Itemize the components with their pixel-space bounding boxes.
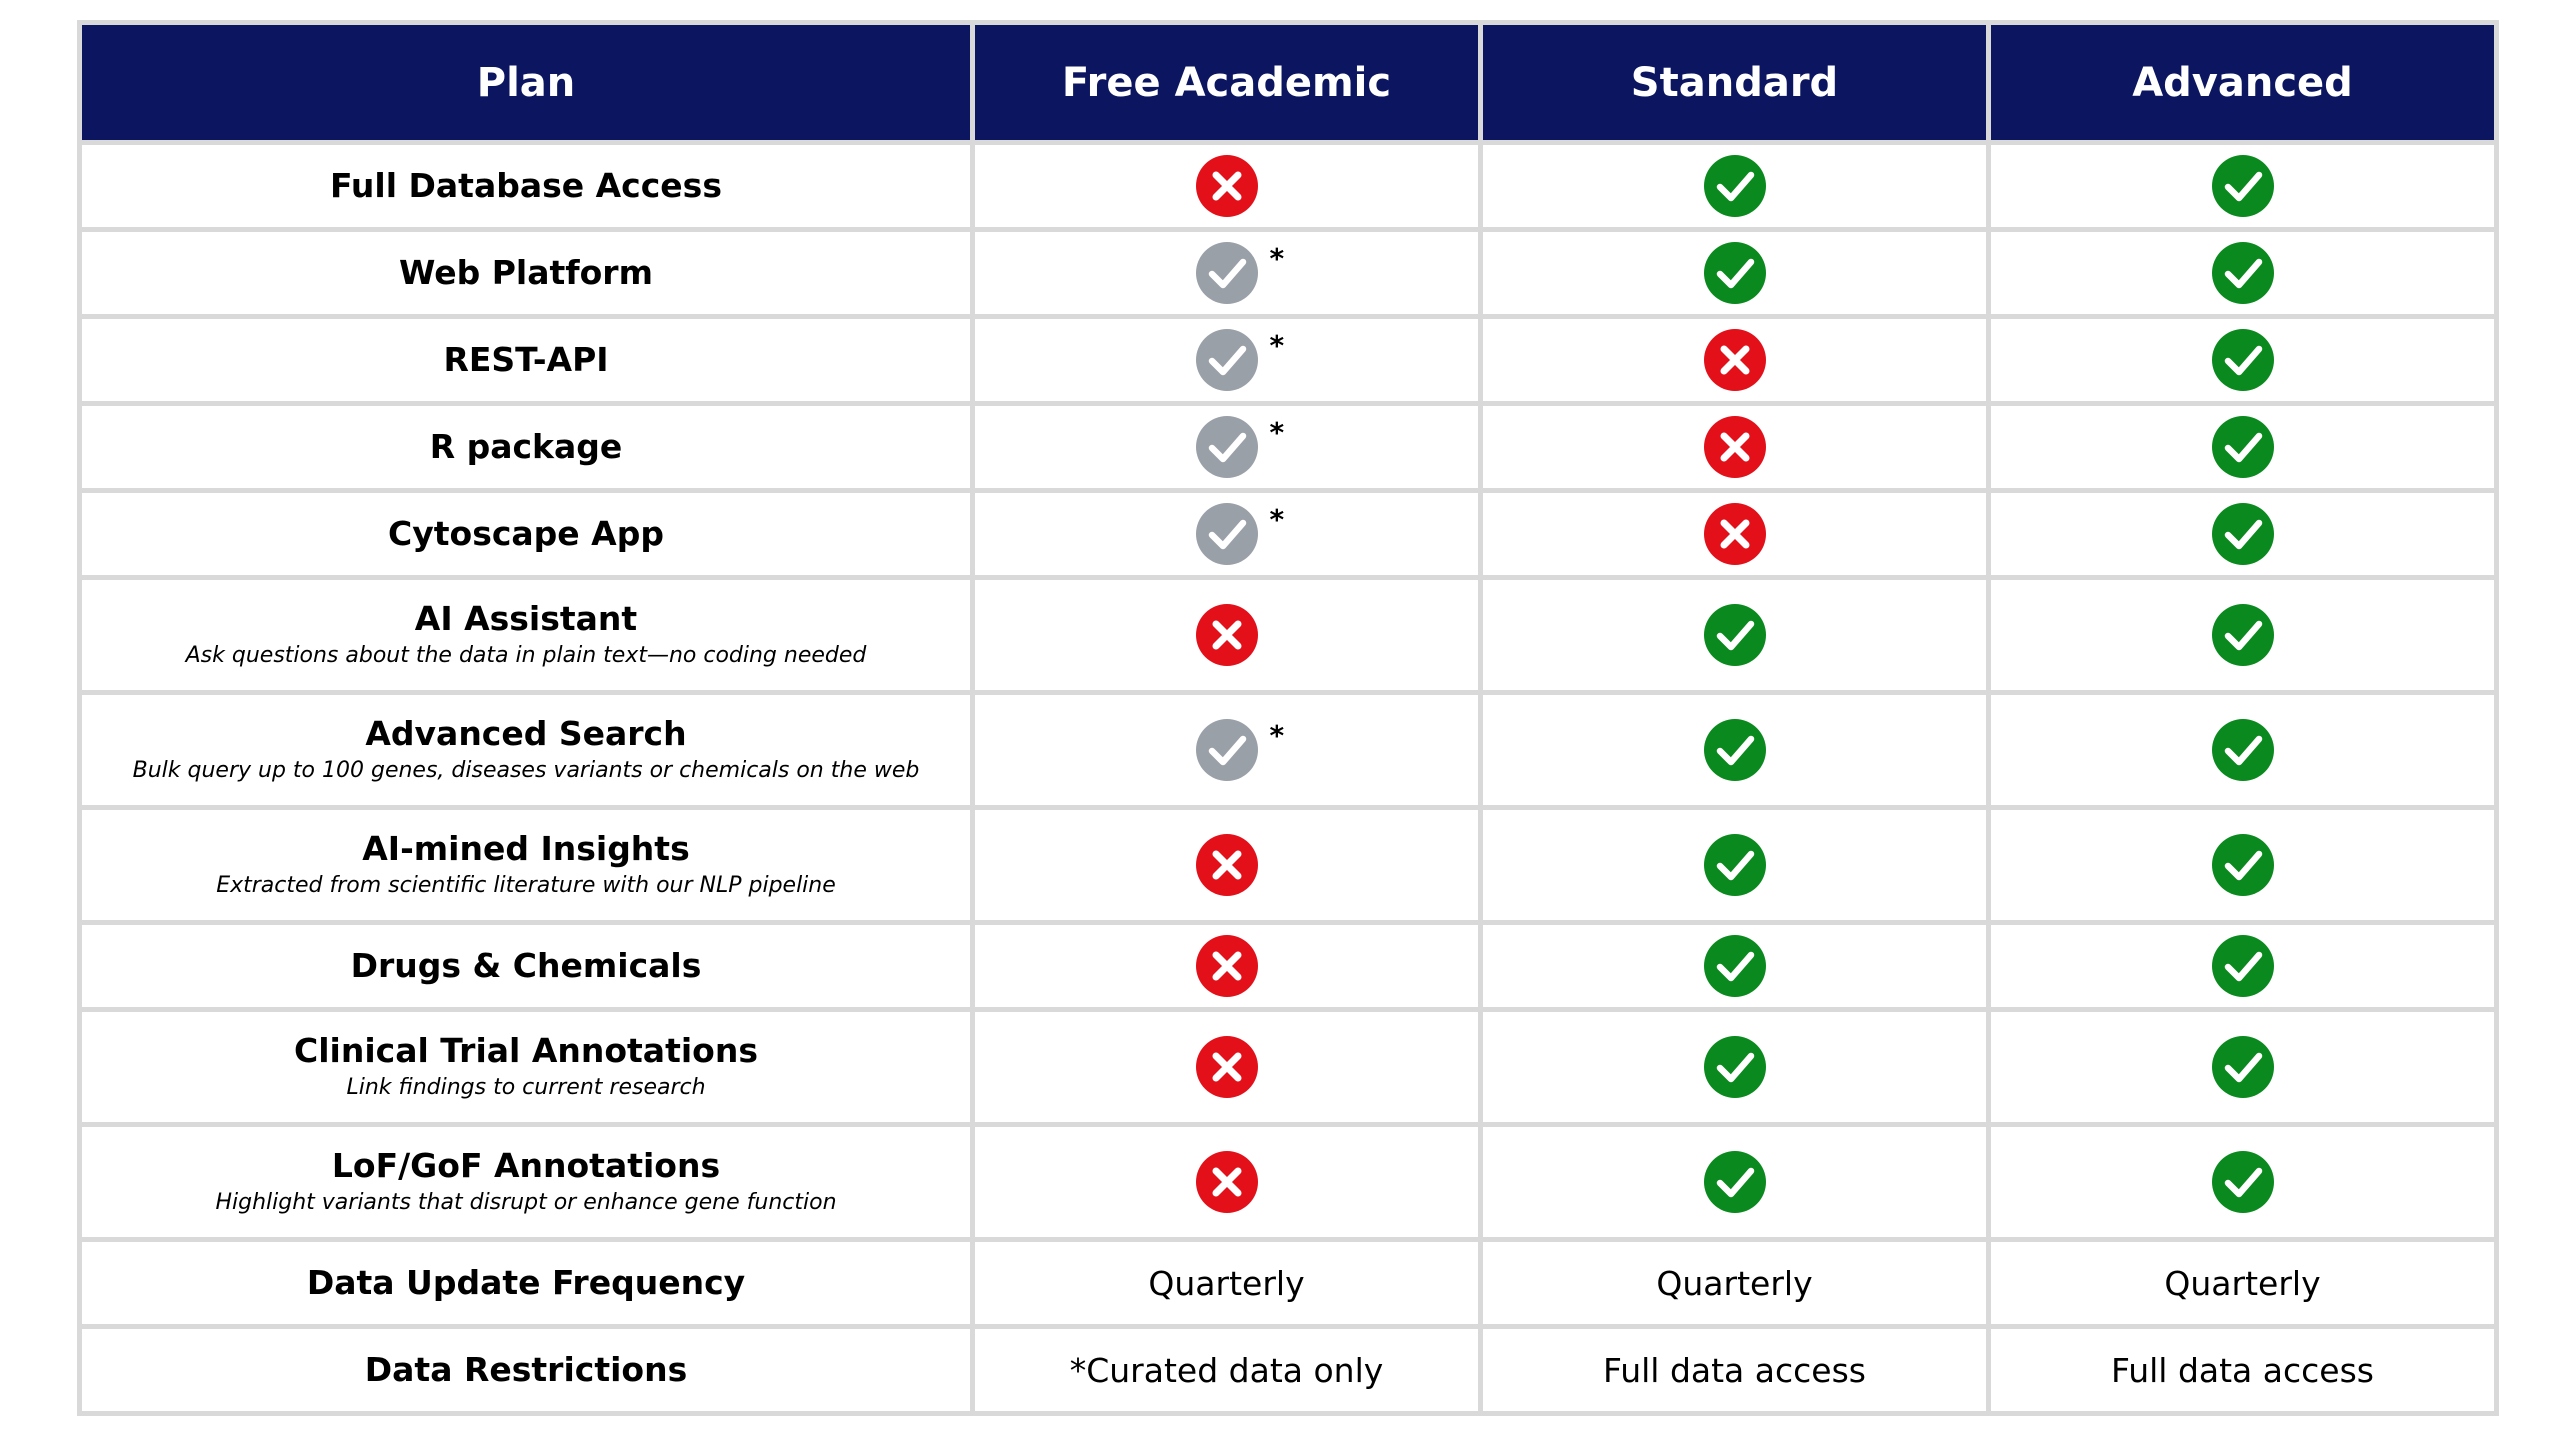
check-circle-icon <box>1704 242 1766 304</box>
cell-advanced <box>1989 693 2497 808</box>
feature-title: Data Restrictions <box>364 1350 688 1389</box>
feature-title: Data Update Frequency <box>306 1263 746 1302</box>
feature-cell <box>80 1327 973 1414</box>
cell-standard <box>1481 808 1989 923</box>
check-circle-gray-icon <box>1196 242 1258 304</box>
feature-cell <box>80 808 973 923</box>
x-circle-icon <box>1704 503 1766 565</box>
check-circle-icon <box>1704 1036 1766 1098</box>
cell-free-academic <box>973 1010 1481 1125</box>
check-circle-icon <box>2212 935 2274 997</box>
table-header-row <box>80 23 2497 143</box>
check-circle-icon <box>1704 604 1766 666</box>
availability-indicator <box>2212 155 2274 217</box>
feature-title: R package <box>429 427 623 466</box>
cell-standard <box>1481 693 1989 808</box>
x-circle-icon <box>1196 834 1258 896</box>
header-advanced: Advanced <box>1989 23 2497 143</box>
table-row <box>80 808 2497 923</box>
table-row <box>80 693 2497 808</box>
header-free-academic: Free Academic <box>973 23 1481 143</box>
feature-title: Drugs & Chemicals <box>350 946 702 985</box>
availability-indicator <box>1196 1151 1258 1213</box>
feature-subtitle: Bulk query up to 100 genes, diseases variants or chemicals on the web <box>132 758 920 783</box>
footnote-asterisk: * <box>1269 242 1285 275</box>
cell-advanced <box>1989 317 2497 404</box>
availability-indicator <box>1196 329 1285 391</box>
cell-advanced <box>1989 143 2497 230</box>
cell-free-academic <box>973 317 1481 404</box>
cell-advanced <box>1989 923 2497 1010</box>
check-circle-icon <box>2212 503 2274 565</box>
x-circle-icon <box>1196 1036 1258 1098</box>
table-row <box>80 923 2497 1010</box>
x-circle-icon <box>1196 935 1258 997</box>
availability-indicator <box>2212 1036 2274 1098</box>
cell-advanced <box>1989 1327 2497 1414</box>
table-row <box>80 491 2497 578</box>
cell-advanced <box>1989 578 2497 693</box>
feature-cell <box>80 1240 973 1327</box>
cell-standard <box>1481 578 1989 693</box>
check-circle-icon <box>2212 1036 2274 1098</box>
cell-standard <box>1481 230 1989 317</box>
cell-advanced <box>1989 808 2497 923</box>
footnote-asterisk: * <box>1269 503 1285 536</box>
check-circle-gray-icon <box>1196 329 1258 391</box>
footnote-asterisk: * <box>1269 329 1285 362</box>
check-circle-gray-icon <box>1196 416 1258 478</box>
check-circle-icon <box>2212 604 2274 666</box>
availability-indicator <box>1704 719 1766 781</box>
table-row <box>80 1327 2497 1414</box>
check-circle-icon <box>2212 719 2274 781</box>
availability-indicator <box>1196 503 1285 565</box>
check-circle-gray-icon <box>1196 503 1258 565</box>
plan-comparison-table <box>77 20 2499 1416</box>
value-text: Full data access <box>1603 1350 1866 1390</box>
x-circle-icon <box>1196 604 1258 666</box>
table-row <box>80 578 2497 693</box>
cell-standard <box>1481 923 1989 1010</box>
check-circle-icon <box>2212 242 2274 304</box>
cell-free-academic <box>973 923 1481 1010</box>
availability-indicator <box>2212 416 2274 478</box>
cell-advanced <box>1989 230 2497 317</box>
pricing-comparison <box>77 20 2494 1416</box>
value-text: *Curated data only <box>1069 1350 1384 1390</box>
availability-indicator <box>1196 935 1258 997</box>
feature-subtitle: Highlight variants that disrupt or enhance gene function <box>215 1190 837 1215</box>
availability-indicator <box>1704 503 1766 565</box>
feature-title: Advanced Search <box>365 714 687 753</box>
feature-subtitle: Link findings to current research <box>346 1075 706 1100</box>
feature-title: Full Database Access <box>330 166 722 205</box>
availability-indicator <box>1704 155 1766 217</box>
availability-indicator <box>2212 935 2274 997</box>
cell-free-academic <box>973 1327 1481 1414</box>
table-row <box>80 230 2497 317</box>
cell-advanced <box>1989 491 2497 578</box>
feature-subtitle: Extracted from scientific literature with our NLP pipeline <box>216 873 836 898</box>
value-text: Quarterly <box>2164 1263 2321 1303</box>
feature-cell <box>80 1010 973 1125</box>
feature-cell <box>80 491 973 578</box>
cell-free-academic <box>973 693 1481 808</box>
availability-indicator <box>2212 604 2274 666</box>
cell-standard <box>1481 1240 1989 1327</box>
check-circle-gray-icon <box>1196 719 1258 781</box>
cell-free-academic <box>973 404 1481 491</box>
feature-title: Web Platform <box>399 253 653 292</box>
check-circle-icon <box>1704 719 1766 781</box>
cell-advanced <box>1989 1125 2497 1240</box>
cell-standard <box>1481 404 1989 491</box>
x-circle-icon <box>1704 416 1766 478</box>
table-row <box>80 1125 2497 1240</box>
header-standard: Standard <box>1481 23 1989 143</box>
feature-cell <box>80 578 973 693</box>
feature-cell <box>80 693 973 808</box>
cell-free-academic <box>973 1125 1481 1240</box>
value-text: Quarterly <box>1656 1263 1813 1303</box>
availability-indicator <box>2212 503 2274 565</box>
availability-indicator <box>1704 604 1766 666</box>
availability-indicator <box>1196 834 1258 896</box>
cell-advanced <box>1989 1010 2497 1125</box>
value-text: Full data access <box>2111 1350 2374 1390</box>
cell-free-academic <box>973 808 1481 923</box>
feature-cell <box>80 230 973 317</box>
feature-title: AI-mined Insights <box>362 829 690 868</box>
availability-indicator <box>2212 329 2274 391</box>
cell-free-academic <box>973 1240 1481 1327</box>
availability-indicator <box>1704 834 1766 896</box>
cell-standard <box>1481 1327 1989 1414</box>
check-circle-icon <box>1704 834 1766 896</box>
availability-indicator <box>1704 1151 1766 1213</box>
availability-indicator <box>1196 604 1258 666</box>
availability-indicator <box>2212 242 2274 304</box>
cell-standard <box>1481 1010 1989 1125</box>
check-circle-icon <box>2212 834 2274 896</box>
feature-cell <box>80 923 973 1010</box>
availability-indicator <box>2212 719 2274 781</box>
feature-title: REST-API <box>443 340 609 379</box>
cell-standard <box>1481 143 1989 230</box>
footnote-asterisk: * <box>1269 719 1285 752</box>
availability-indicator <box>1196 1036 1258 1098</box>
cell-advanced <box>1989 404 2497 491</box>
check-circle-icon <box>2212 155 2274 217</box>
availability-indicator <box>1196 155 1258 217</box>
cell-free-academic <box>973 578 1481 693</box>
feature-title: Cytoscape App <box>388 514 664 553</box>
availability-indicator <box>1196 242 1285 304</box>
cell-free-academic <box>973 230 1481 317</box>
header-plan: Plan <box>80 23 973 143</box>
table-row <box>80 317 2497 404</box>
feature-title: AI Assistant <box>414 599 638 638</box>
feature-cell <box>80 1125 973 1240</box>
table-row <box>80 1010 2497 1125</box>
check-circle-icon <box>2212 329 2274 391</box>
availability-indicator <box>1704 1036 1766 1098</box>
x-circle-icon <box>1196 1151 1258 1213</box>
feature-cell <box>80 143 973 230</box>
availability-indicator <box>1196 719 1285 781</box>
x-circle-icon <box>1196 155 1258 217</box>
availability-indicator <box>1704 935 1766 997</box>
feature-cell <box>80 404 973 491</box>
availability-indicator <box>1704 416 1766 478</box>
availability-indicator <box>1196 416 1285 478</box>
cell-standard <box>1481 1125 1989 1240</box>
value-text: Quarterly <box>1148 1263 1305 1303</box>
check-circle-icon <box>1704 155 1766 217</box>
check-circle-icon <box>1704 1151 1766 1213</box>
table-row <box>80 1240 2497 1327</box>
cell-free-academic <box>973 143 1481 230</box>
feature-title: Clinical Trial Annotations <box>294 1031 758 1070</box>
x-circle-icon <box>1704 329 1766 391</box>
table-row <box>80 404 2497 491</box>
feature-subtitle: Ask questions about the data in plain text—no coding needed <box>185 643 867 668</box>
cell-standard <box>1481 317 1989 404</box>
check-circle-icon <box>1704 935 1766 997</box>
check-circle-icon <box>2212 416 2274 478</box>
cell-advanced <box>1989 1240 2497 1327</box>
availability-indicator <box>1704 242 1766 304</box>
availability-indicator <box>2212 1151 2274 1213</box>
cell-standard <box>1481 491 1989 578</box>
cell-free-academic <box>973 491 1481 578</box>
availability-indicator <box>2212 834 2274 896</box>
feature-title: LoF/GoF Annotations <box>331 1146 721 1185</box>
availability-indicator <box>1704 329 1766 391</box>
feature-cell <box>80 317 973 404</box>
check-circle-icon <box>2212 1151 2274 1213</box>
table-row <box>80 143 2497 230</box>
footnote-asterisk: * <box>1269 416 1285 449</box>
